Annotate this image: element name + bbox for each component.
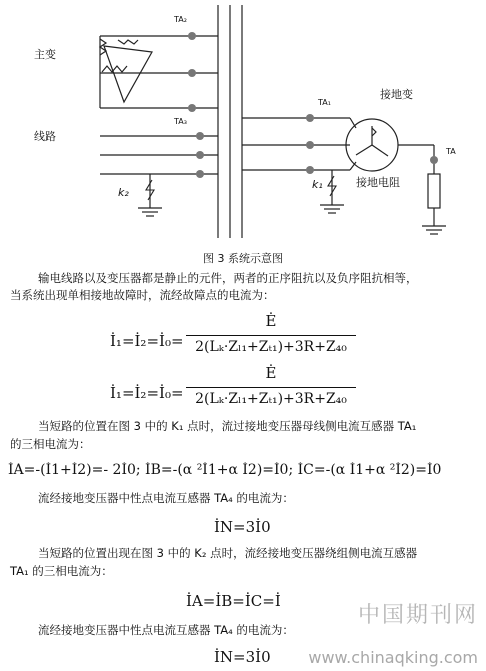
ta3-label: TA₃ [174,117,187,126]
para4-line1: 当短路的位置出现在图 3 中的 K₂ 点时，流经接地变压器绕组侧电流互感器 [38,546,418,560]
para5: 流经接地变压器中性点电流互感器 TA₄ 的电流为： [38,623,294,637]
eq1-fraction [186,312,356,360]
eq3: İA=-(İ1+İ2)=- 2İ0; İB=-(α ²İ1+α İ2)=İ0; İC=-(α İ1+α ²İ2)=İ0 [8,462,442,478]
grounding-resistor-label: 接地电阻 [356,176,400,189]
para3: 流经接地变压器中性点电流互感器 TA₄ 的电流为： [38,491,294,505]
grounding-resistor-symbol [428,174,440,208]
ta4-label: TA [446,147,456,156]
para1-line2: 当系统出现单相接地故障时，流经故障点的电流为： [10,288,275,302]
watermark-url: www.chinaqking.com [308,648,478,667]
eq2-lhs: İ₁=İ₂=İ₀= [110,384,184,402]
ta1-label: TA₁ [318,98,331,107]
eq1-numerator: Ė [265,312,277,330]
para1-line1: 输电线路以及变压器都是静止的元件，两者的正序阻抗以及负序阻抗相等， [38,271,418,285]
eq1-lhs: İ₁=İ₂=İ₀= [110,332,184,350]
eq2-fraction [186,364,356,412]
watermark-chinese: 中国期刊网 [357,603,478,628]
system-diagram [0,0,486,248]
eq5: İA=İB=İC=İ [186,592,281,610]
eq4: İN=3İ0 [214,518,271,536]
grounding-transformer-label: 接地变 [380,88,413,101]
figure-caption: 图 3 系统示意图 [203,252,283,265]
eq2-numerator: Ė [265,364,277,382]
eq6: İN=3İ0 [214,648,271,666]
para2-line2: 的三相电流为： [10,437,91,451]
eq1-denominator: 2(Lₖ·Zₗ₁+Zₜ₁)+3R+Z₄₀ [195,339,347,355]
k1-label: k₁ [312,178,323,191]
para2-line1: 当短路的位置在图 3 中的 K₁ 点时，流过接地变压器母线侧电流互感器 TA₁ [38,419,417,433]
para4-line2: TA₁ 的三相电流为： [10,564,113,578]
main-transformer-label: 主变 [34,48,56,61]
ta2-label: TA₂ [174,15,187,24]
line-label: 线路 [34,130,56,143]
eq2-denominator: 2(Lₖ·Zₗ₁+Zₜ₁)+3R+Z₄₀ [195,391,347,407]
k2-label: k₂ [118,186,129,199]
